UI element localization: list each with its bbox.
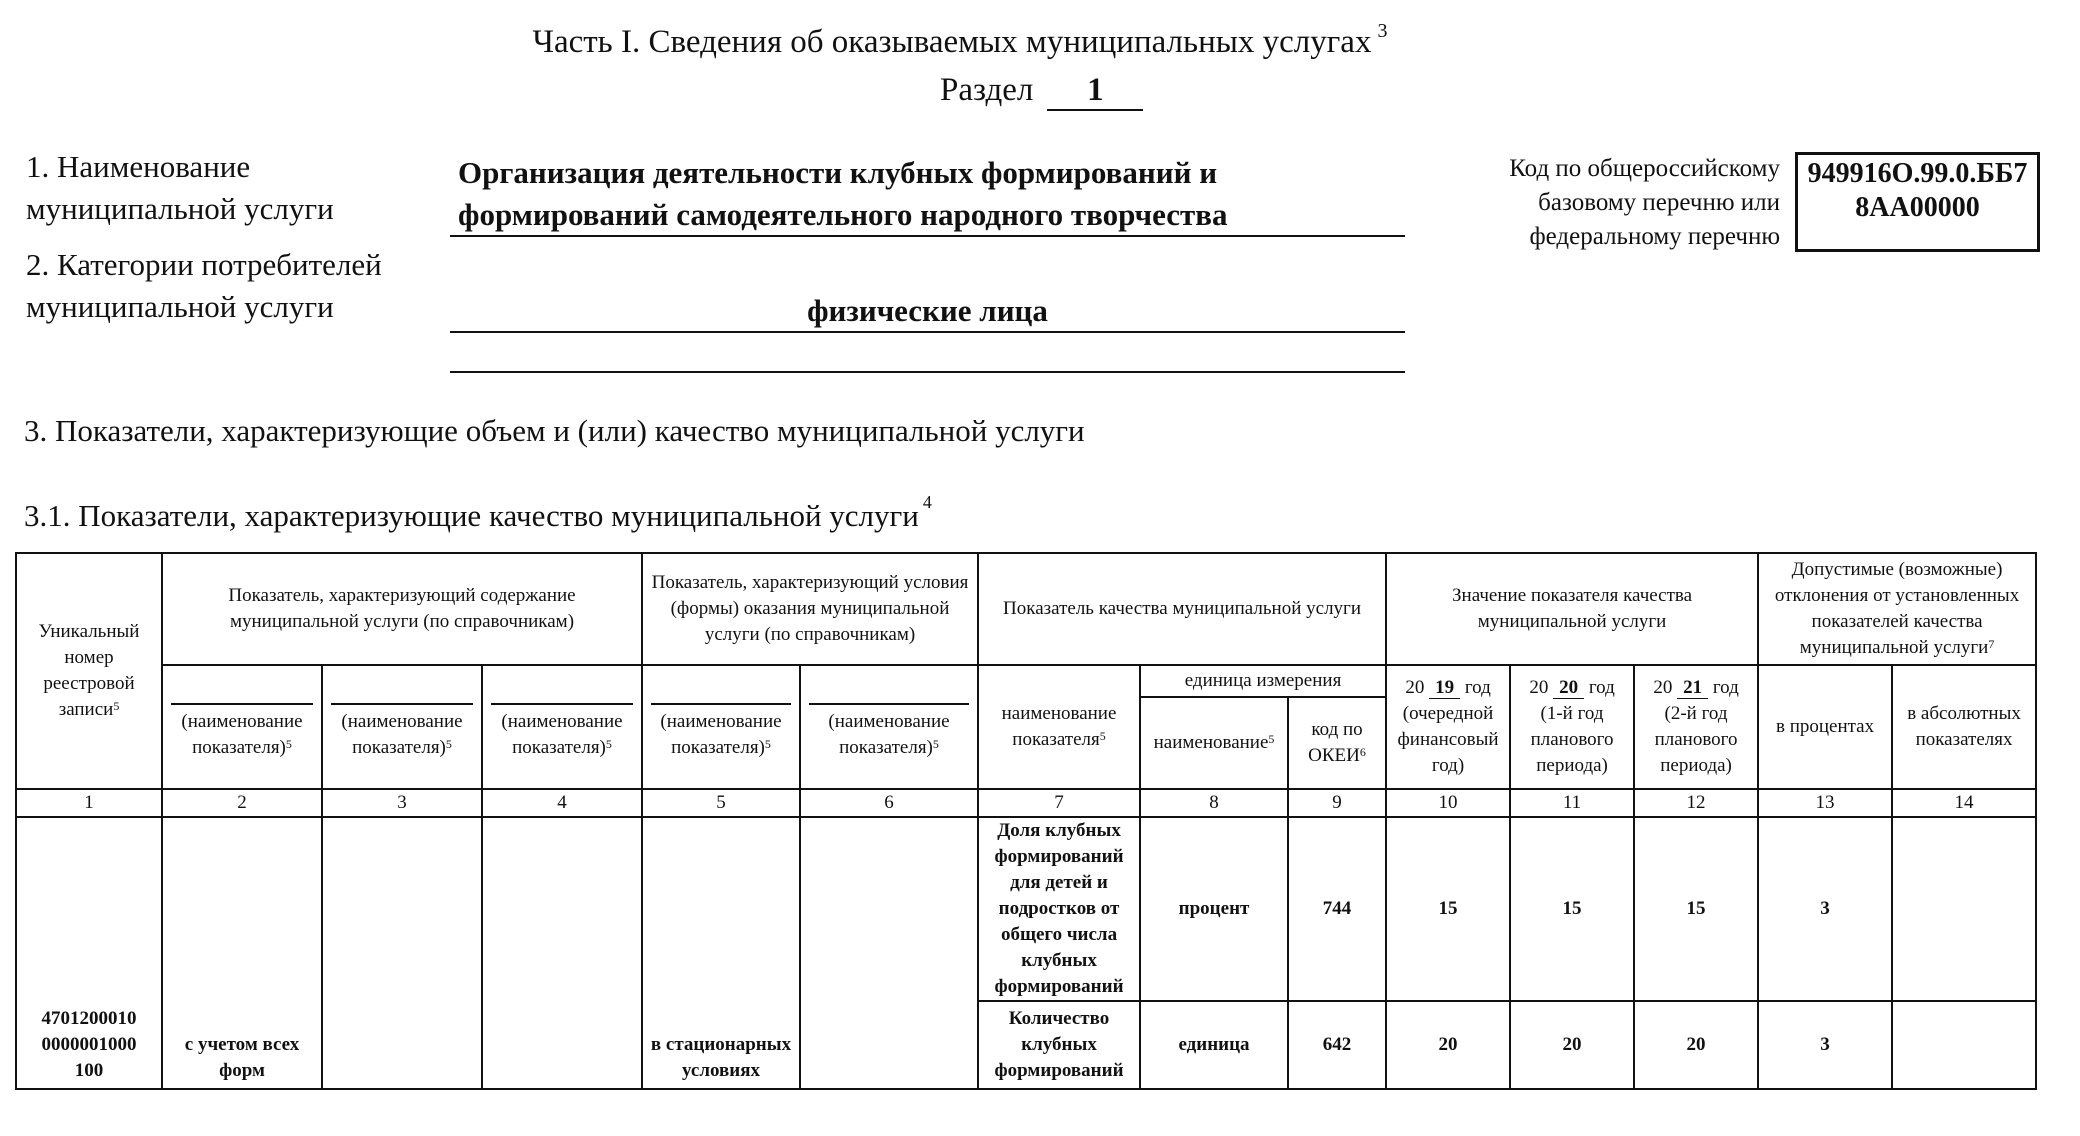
indicator-name-caption: [331, 703, 473, 761]
registry-number: [16, 817, 162, 1089]
footnote-ref: 5: [764, 737, 771, 751]
code-label-line1: Код по общероссийскому: [1509, 155, 1780, 182]
unit-name: процент: [1140, 817, 1288, 1001]
header-year-2020: [1510, 665, 1634, 789]
service-name-label: [26, 146, 334, 230]
category-value: физические лица: [807, 293, 1048, 328]
category-label: [26, 244, 382, 328]
footnote-ref: 5: [1268, 732, 1275, 746]
column-number: 11: [1510, 789, 1634, 817]
indicator-name-caption: [491, 703, 633, 761]
column-number: 13: [1758, 789, 1892, 817]
category-label-line2: муниципальной услуги: [26, 289, 334, 324]
indicator-name-caption: [651, 703, 791, 761]
section-3-heading: 3. Показатели, характеризующие объем и (или) качество муниципальной услуги: [24, 413, 1085, 448]
header-percent: в процентах: [1758, 665, 1892, 789]
value-2020: 15: [1510, 817, 1634, 1001]
footnote-ref: 3: [1377, 20, 1388, 42]
footnote-ref: 6: [1359, 745, 1366, 759]
column-numbers-row: [16, 789, 2036, 817]
service-name-value-line2: формирований самодеятельного народного творчества: [458, 197, 1228, 232]
code-value-line1: 949916О.99.0.ББ7: [1807, 158, 2028, 189]
value-2021: 20: [1634, 1001, 1758, 1089]
footnote-ref: 5: [1099, 729, 1106, 743]
header-conditions-indicator: Показатель, характеризующий условия (формы) оказания муниципальной услуги (по справочникам): [642, 553, 978, 665]
section-31-text: 3.1. Показатели, характеризующие качество муниципальной услуги: [24, 498, 919, 533]
content-indicator-empty: [322, 817, 482, 1089]
column-number: 7: [978, 789, 1140, 817]
header-year-2021: [1634, 665, 1758, 789]
column-number: 1: [16, 789, 162, 817]
column-number: 12: [1634, 789, 1758, 817]
part-title: [0, 20, 1920, 61]
unit-name: единица: [1140, 1001, 1288, 1089]
deviation-percent: 3: [1758, 1001, 1892, 1089]
column-number: 5: [642, 789, 800, 817]
column-number: 2: [162, 789, 322, 817]
header-year-2019: [1386, 665, 1510, 789]
caption-text: (наименование показателя): [501, 711, 623, 758]
year-description: (2-й год планового периода): [1654, 703, 1738, 776]
service-name-value: [458, 152, 1227, 236]
year-number: 20: [1553, 677, 1584, 699]
header-okei: [1288, 697, 1386, 789]
value-2019: 15: [1386, 817, 1510, 1001]
column-number: 3: [322, 789, 482, 817]
category-underline-2: [450, 371, 1405, 373]
indicator-name-caption: [809, 703, 969, 761]
section-label: Раздел: [940, 72, 1034, 108]
registry-number-line2: 0000001000: [41, 1034, 137, 1055]
year-suffix: год: [1464, 677, 1491, 698]
header-unique-number-text: Уникальный номер реестровой записи: [38, 621, 140, 720]
header-quality-value: Значение показателя качества муниципальной услуги: [1386, 553, 1758, 665]
section-number: 1: [1047, 72, 1143, 111]
header-quality-indicator: Показатель качества муниципальной услуги: [978, 553, 1386, 665]
footnote-ref: 4: [922, 492, 932, 512]
value-2021: 15: [1634, 817, 1758, 1001]
footnote-ref: 5: [605, 737, 612, 751]
value-2020: 20: [1510, 1001, 1634, 1089]
column-number: 10: [1386, 789, 1510, 817]
header-unit: единица измерения: [1140, 665, 1386, 697]
service-name-underline: [450, 235, 1405, 237]
content-indicator-empty: [482, 817, 642, 1089]
year-prefix: 20: [1405, 677, 1425, 698]
code-label-line2: базовому перечню или: [1538, 189, 1780, 216]
footnote-ref: 7: [1988, 637, 1995, 651]
year-description: (1-й год планового периода): [1530, 703, 1614, 776]
section-heading: [940, 72, 1143, 111]
caption-text: (наименование показателя): [181, 711, 303, 758]
service-name-label-line1: 1. Наименование: [26, 149, 251, 184]
quality-indicator-name: Количество клубных формирований: [978, 1001, 1140, 1089]
header-deviation-text: Допустимые (возможные) отклонения от установленных показателей качества муниципальной услуги: [1774, 559, 2020, 658]
deviation-percent: 3: [1758, 817, 1892, 1001]
okei-code: 642: [1288, 1001, 1386, 1089]
code-label: [1440, 152, 1780, 254]
header-col2: [162, 665, 322, 789]
caption-text: (наименование показателя): [660, 711, 782, 758]
header-absolute: в абсолютных показателях: [1892, 665, 2036, 789]
header-col5: [642, 665, 800, 789]
year-prefix: 20: [1529, 677, 1549, 698]
deviation-absolute: [1892, 1001, 2036, 1089]
indicator-name-caption: [171, 703, 313, 761]
year-prefix: 20: [1653, 677, 1673, 698]
value-2019: 20: [1386, 1001, 1510, 1089]
header-col7: [978, 665, 1140, 789]
caption-text: (наименование показателя): [828, 711, 950, 758]
header-unique-number: [16, 553, 162, 789]
header-col3: [322, 665, 482, 789]
footnote-ref: 5: [932, 737, 939, 751]
service-name-value-line1: Организация деятельности клубных формирований и: [458, 155, 1218, 190]
column-number: 9: [1288, 789, 1386, 817]
category-underline-1: [450, 331, 1405, 333]
condition-indicator-value: в стационарных условиях: [642, 817, 800, 1089]
code-box: [1795, 152, 2040, 252]
year-number: 21: [1677, 677, 1708, 699]
code-value-line2: 8АА00000: [1855, 192, 1980, 223]
year-number: 19: [1429, 677, 1460, 699]
footnote-ref: 5: [445, 737, 452, 751]
column-number: 8: [1140, 789, 1288, 817]
header-col6: [800, 665, 978, 789]
okei-code: 744: [1288, 817, 1386, 1001]
year-suffix: год: [1712, 677, 1739, 698]
registry-number-line1: 4701200010: [41, 1008, 137, 1029]
quality-indicator-name: Доля клубных формирований для детей и подростков от общего числа клубных формирований: [978, 817, 1140, 1001]
condition-indicator-empty: [800, 817, 978, 1089]
column-number: 14: [1892, 789, 2036, 817]
header-unit-name: [1140, 697, 1288, 789]
content-indicator-value: с учетом всех форм: [162, 817, 322, 1089]
year-description: (очередной финансовый год): [1397, 703, 1499, 776]
code-label-line3: федеральному перечню: [1529, 223, 1780, 250]
registry-number-line3: 100: [74, 1060, 104, 1081]
header-deviation: [1758, 553, 2036, 665]
header-content-indicator: Показатель, характеризующий содержание муниципальной услуги (по справочникам): [162, 553, 642, 665]
deviation-absolute: [1892, 817, 2036, 1001]
footnote-ref: 5: [113, 699, 120, 713]
column-number: 4: [482, 789, 642, 817]
year-suffix: год: [1588, 677, 1615, 698]
header-unit-name-text: наименование: [1153, 732, 1269, 753]
header-col4: [482, 665, 642, 789]
column-number: 6: [800, 789, 978, 817]
part-title-text: Часть I. Сведения об оказываемых муниципальных услугах: [532, 24, 1372, 60]
service-name-label-line2: муниципальной услуги: [26, 191, 334, 226]
table-row: [16, 817, 2036, 1001]
category-label-line1: 2. Категории потребителей: [26, 247, 382, 282]
quality-indicators-table: [15, 552, 2037, 1090]
header-okei-text: код по ОКЕИ: [1308, 719, 1363, 766]
caption-text: (наименование показателя): [341, 711, 463, 758]
section-31-heading: [24, 492, 932, 534]
footnote-ref: 5: [285, 737, 292, 751]
header-q-name-text: наименование показателя: [1001, 703, 1117, 750]
